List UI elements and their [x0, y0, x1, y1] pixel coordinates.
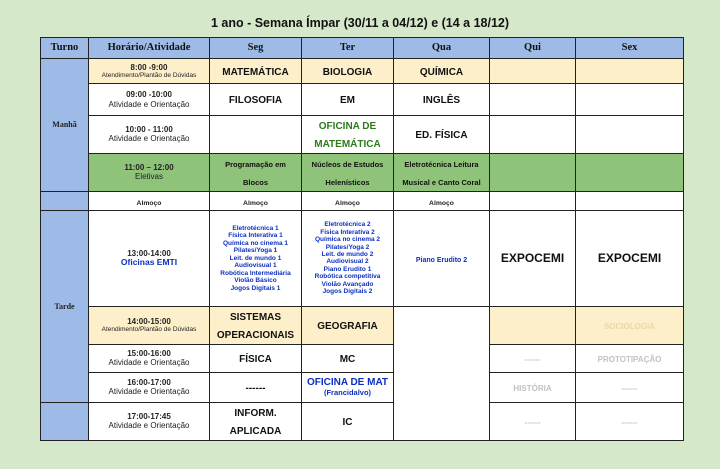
- subject-cell: Piano Erudito 2: [415, 257, 468, 265]
- list-item: Audiovisual 1: [234, 262, 277, 270]
- subject-cell: EXPOCEMI: [500, 251, 565, 266]
- table-row: [41, 153, 684, 191]
- subject-cell: OFICINA DE MAT: [306, 377, 389, 389]
- empty-cell: [576, 191, 684, 210]
- table-row: [41, 372, 684, 402]
- col-header-qui: Qui: [490, 38, 576, 59]
- subject-cell: Núcleos de Estudos Helenísticos: [311, 159, 384, 188]
- subject-cell: FILOSOFIA: [228, 95, 283, 107]
- subject-cell: FÍSICA: [239, 354, 272, 366]
- subject-cell: HISTÓRIA: [513, 384, 552, 394]
- list-item: Química no cinema 2: [314, 236, 381, 244]
- table-row: [41, 402, 684, 440]
- list-item: Física Interativa 2: [320, 228, 375, 236]
- time-label: 14:00-15:00: [127, 317, 171, 327]
- subject-cell: ------: [245, 383, 266, 395]
- empty-cell: [576, 59, 684, 84]
- list-item: Audiovisual 2: [326, 258, 369, 266]
- subject-cell: ------: [524, 355, 541, 365]
- subject-cell: INGLÊS: [422, 95, 461, 107]
- time-sublabel: Atividade e Orientação: [108, 387, 190, 397]
- time-cell: [89, 344, 210, 372]
- subject-cell: GEOGRAFIA: [317, 321, 378, 333]
- table-row: [41, 306, 684, 344]
- list-item: Robótica competitiva: [314, 273, 381, 281]
- subject-cell: MC: [339, 354, 356, 366]
- empty-cell: [490, 306, 576, 344]
- subject-cell: QUÍMICA: [419, 66, 464, 78]
- col-header-seg: Seg: [210, 38, 302, 59]
- time-cell: [89, 372, 210, 402]
- list-item: Violão Avançado: [321, 280, 374, 288]
- time-cell: [89, 306, 210, 344]
- time-label: 13:00-14:00: [127, 248, 171, 258]
- time-cell: [89, 210, 210, 306]
- turno-tarde: Tarde: [41, 210, 89, 402]
- schedule-title: 1 ano - Semana Ímpar (30/11 a 04/12) e (14 a 18/12): [210, 16, 510, 30]
- list-item: Jogos Digitais 2: [322, 288, 373, 296]
- time-cell: [89, 402, 210, 440]
- col-header-ter: Ter: [302, 38, 394, 59]
- list-item: Pilates/Yoga 1: [233, 247, 278, 255]
- subject-cell: ------: [621, 384, 638, 394]
- empty-cell: [576, 153, 684, 191]
- turno-spacer: [41, 402, 89, 440]
- empty-cell: [394, 306, 490, 440]
- time-cell: [89, 153, 210, 191]
- time-label: 10:00 - 11:00: [125, 125, 173, 135]
- empty-cell: [490, 191, 576, 210]
- time-sublabel: Atendimento/Plantão de Dúvidas: [101, 71, 197, 79]
- oficinas-list-ter: [302, 210, 394, 306]
- empty-cell: [576, 84, 684, 116]
- empty-cell: [490, 84, 576, 116]
- empty-cell: [576, 116, 684, 154]
- lunch-label: Almoço: [335, 199, 360, 207]
- subject-cell: ------: [524, 417, 541, 427]
- subject-cell: OFICINA DE MATEMÁTICA: [314, 121, 381, 151]
- empty-cell: [490, 59, 576, 84]
- table-row: [41, 191, 684, 210]
- subject-cell: BIOLOGIA: [322, 66, 373, 78]
- time-sublabel: Atendimento/Plantão de Dúvidas: [101, 326, 197, 334]
- subject-cell: MATEMÁTICA: [222, 66, 289, 78]
- table-row: [41, 210, 684, 306]
- subject-cell: EM: [340, 95, 355, 107]
- col-header-horario: Horário/Atividade: [89, 38, 210, 59]
- subject-cell: IC: [342, 416, 353, 428]
- time-sublabel: Atividade e Orientação: [108, 421, 190, 431]
- table-row: [41, 84, 684, 116]
- empty-cell: [210, 116, 302, 154]
- time-cell: [89, 84, 210, 116]
- list-item: Piano Erudito 1: [323, 265, 372, 273]
- time-label: 8:00 -9:00: [130, 62, 168, 72]
- list-item: Robótica Intermediária: [220, 269, 291, 277]
- lunch-label: Almoço: [429, 199, 454, 207]
- list-item: Jogos Digitais 1: [230, 284, 281, 292]
- time-sublabel: Atividade e Orientação: [108, 134, 190, 144]
- time-sublabel: Eletivas: [134, 172, 163, 182]
- table-row: [41, 59, 684, 84]
- time-label: 17:00-17:45: [127, 411, 171, 421]
- time-cell: [89, 116, 210, 154]
- subject-teacher: (Francidalvo): [323, 387, 372, 397]
- time-sublabel: Oficinas EMTI: [120, 257, 178, 268]
- time-sublabel: Atividade e Orientação: [108, 99, 190, 109]
- turno-spacer: [41, 191, 89, 210]
- subject-cell: INFORM. APLICADA: [229, 407, 282, 438]
- subject-cell: SISTEMAS OPERACIONAIS: [216, 311, 295, 342]
- subject-cell: ------: [621, 417, 638, 427]
- subject-cell: Programação em Blocos: [225, 159, 286, 188]
- time-label: 16:00-17:00: [127, 378, 171, 388]
- empty-cell: [490, 153, 576, 191]
- turno-manha: Manhã: [41, 59, 89, 192]
- schedule-table: [40, 37, 684, 441]
- subject-cell: Eletrotécnica Leitura Musical e Canto Coral: [402, 159, 481, 188]
- list-item: Química no cinema 1: [222, 239, 289, 247]
- list-item: Leit. de mundo 2: [321, 250, 374, 258]
- col-header-turno: Turno: [41, 38, 89, 59]
- lunch-label: Almoço: [243, 199, 268, 207]
- subject-cell: PROTOTIPAÇÃO: [597, 355, 662, 365]
- header-row: [41, 38, 684, 59]
- time-sublabel: Atividade e Orientação: [108, 358, 190, 368]
- list-item: Pilates/Yoga 2: [325, 243, 370, 251]
- time-cell: [89, 59, 210, 84]
- table-row: [41, 116, 684, 154]
- subject-cell: ED. FÍSICA: [415, 130, 468, 142]
- list-item: Física Interativa 1: [228, 232, 283, 240]
- list-item: Leit. de mundo 1: [229, 254, 282, 262]
- table-row: [41, 344, 684, 372]
- col-header-qua: Qua: [394, 38, 490, 59]
- oficinas-list-seg: [210, 210, 302, 306]
- col-header-sex: Sex: [576, 38, 684, 59]
- list-item: Eletrotécnica 2: [324, 221, 371, 229]
- subject-cell: SOCIOLOGIA: [603, 322, 656, 332]
- list-item: Eletrotécnica 1: [232, 224, 279, 232]
- time-label: 09:00 -10:00: [126, 90, 172, 100]
- lunch-label: Almoço: [136, 199, 162, 207]
- empty-cell: [490, 116, 576, 154]
- subject-cell: EXPOCEMI: [597, 251, 662, 266]
- time-label: 11:00 – 12:00: [124, 162, 174, 172]
- time-label: 15:00-16:00: [127, 349, 171, 359]
- list-item: Violão Básico: [234, 277, 277, 285]
